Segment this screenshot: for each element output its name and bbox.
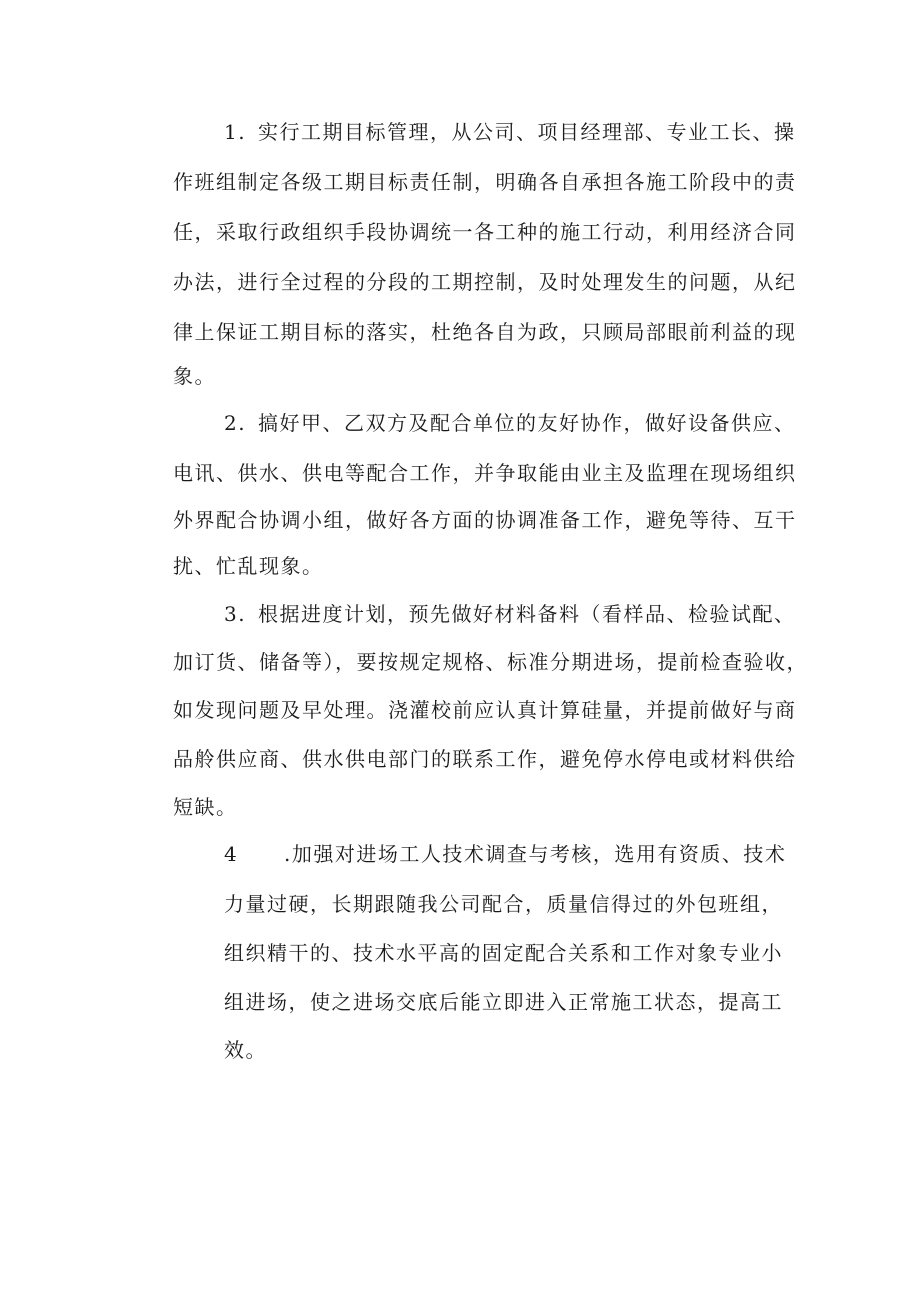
paragraph-1-text: 实行工期目标管理，从公司、项目经理部、专业工长、操 — [258, 120, 796, 144]
paragraph-2-text: 搞好甲、乙双方及配合单位的友好协作，做好设备供应、 — [258, 411, 796, 435]
paragraph-3-line-5: 短缺。 — [173, 795, 238, 819]
paragraph-1-line-6: 象。 — [173, 364, 216, 388]
paragraph-1-line-1 — [224, 118, 796, 146]
paragraph-4-line-1 — [224, 840, 786, 868]
paragraph-1-line-4: 办法，进行全过程的分段的工期控制，及时处理发生的问题，从纪 — [173, 270, 797, 294]
paragraph-4-number: 4 — [224, 842, 239, 866]
paragraph-4-line-2: 力量过硬，长期跟随我公司配合，质量信得过的外包班组， — [224, 892, 783, 916]
paragraph-4-line-4: 组进场，使之进场交底后能立即进入正常施工状态，提高工 — [224, 990, 783, 1014]
paragraph-2-line-1 — [224, 409, 796, 437]
paragraph-1-line-2: 作班组制定各级工期目标责任制，明确各自承担各施工阶段中的责 — [173, 170, 797, 194]
paragraph-2-line-3: 外界配合协调小组，做好各方面的协调准备工作，避免等待、互干 — [173, 508, 797, 532]
paragraph-3-number: 3. — [224, 602, 247, 626]
paragraph-3-line-3: 如发现问题及早处理。浇灌校前应认真计算硅量，并提前做好与商 — [173, 698, 797, 722]
paragraph-4-line-3: 组织精干的、技术水平高的固定配合关系和工作对象专业小 — [224, 941, 783, 965]
paragraph-3-line-4: 品舲供应商、供水供电部门的联系工作，避免停水停电或材料供给 — [173, 747, 797, 771]
paragraph-1-number: 1. — [224, 120, 247, 144]
paragraph-2-line-4: 扰、忙乱现象。 — [173, 554, 324, 578]
paragraph-4-line-5: 效。 — [224, 1038, 267, 1062]
paragraph-1-line-3: 任，采取行政组织手段协调统一各工种的施工行动，利用经济合同 — [173, 220, 797, 244]
paragraph-2-number: 2. — [224, 411, 247, 435]
paragraph-3-text: 根据进度计划，预先做好材料备料（看样品、检验试配、 — [258, 602, 796, 626]
paragraph-1-line-5: 律上保证工期目标的落实，杜绝各自为政，只顾局部眼前利益的现 — [173, 320, 797, 344]
paragraph-3-line-2: 加订货、储备等），要按规定规格、标准分期进场，提前检查验收， — [173, 650, 808, 674]
paragraph-4-text: .加强对进场工人技术调查与考核，选用有资质、技术 — [284, 842, 787, 866]
paragraph-3-line-1 — [224, 600, 796, 628]
paragraph-2-line-2: 电讯、供水、供电等配合工作，并争取能由业主及监理在现场组织 — [173, 461, 797, 485]
